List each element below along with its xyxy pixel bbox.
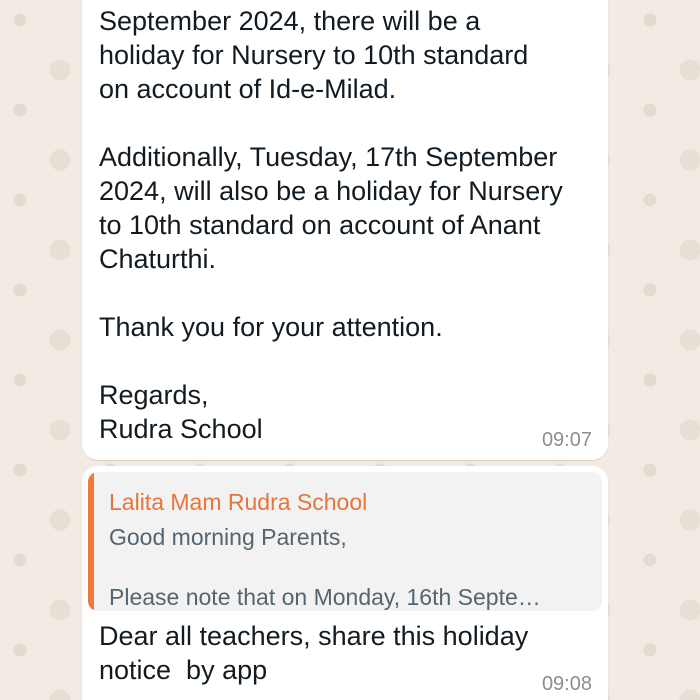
quoted-text: Good morning Parents, Please note that on Monday, 16th Septe… bbox=[109, 524, 541, 610]
message-text: Dear all teachers, share this holiday notice by app bbox=[99, 621, 529, 685]
quoted-author: Lalita Mam Rudra School bbox=[109, 489, 368, 515]
quoted-message[interactable] bbox=[88, 472, 602, 611]
message-time: 09:08 bbox=[541, 673, 592, 695]
message-bubble[interactable] bbox=[82, 0, 608, 460]
message-time: 09:07 bbox=[541, 429, 592, 451]
message-text: September 2024, there will be a holiday for Nursery to 10th standard on account of Id-e-Milad. Additionally, Tuesday, 17th September 2024, will also be a holiday for Nursery to 10th standard on account of Anant Chaturthi. Thank you for your attention. Regards, Rudra School bbox=[99, 6, 563, 444]
message-bubble[interactable] bbox=[82, 466, 608, 700]
quote-accent-bar bbox=[88, 472, 94, 611]
